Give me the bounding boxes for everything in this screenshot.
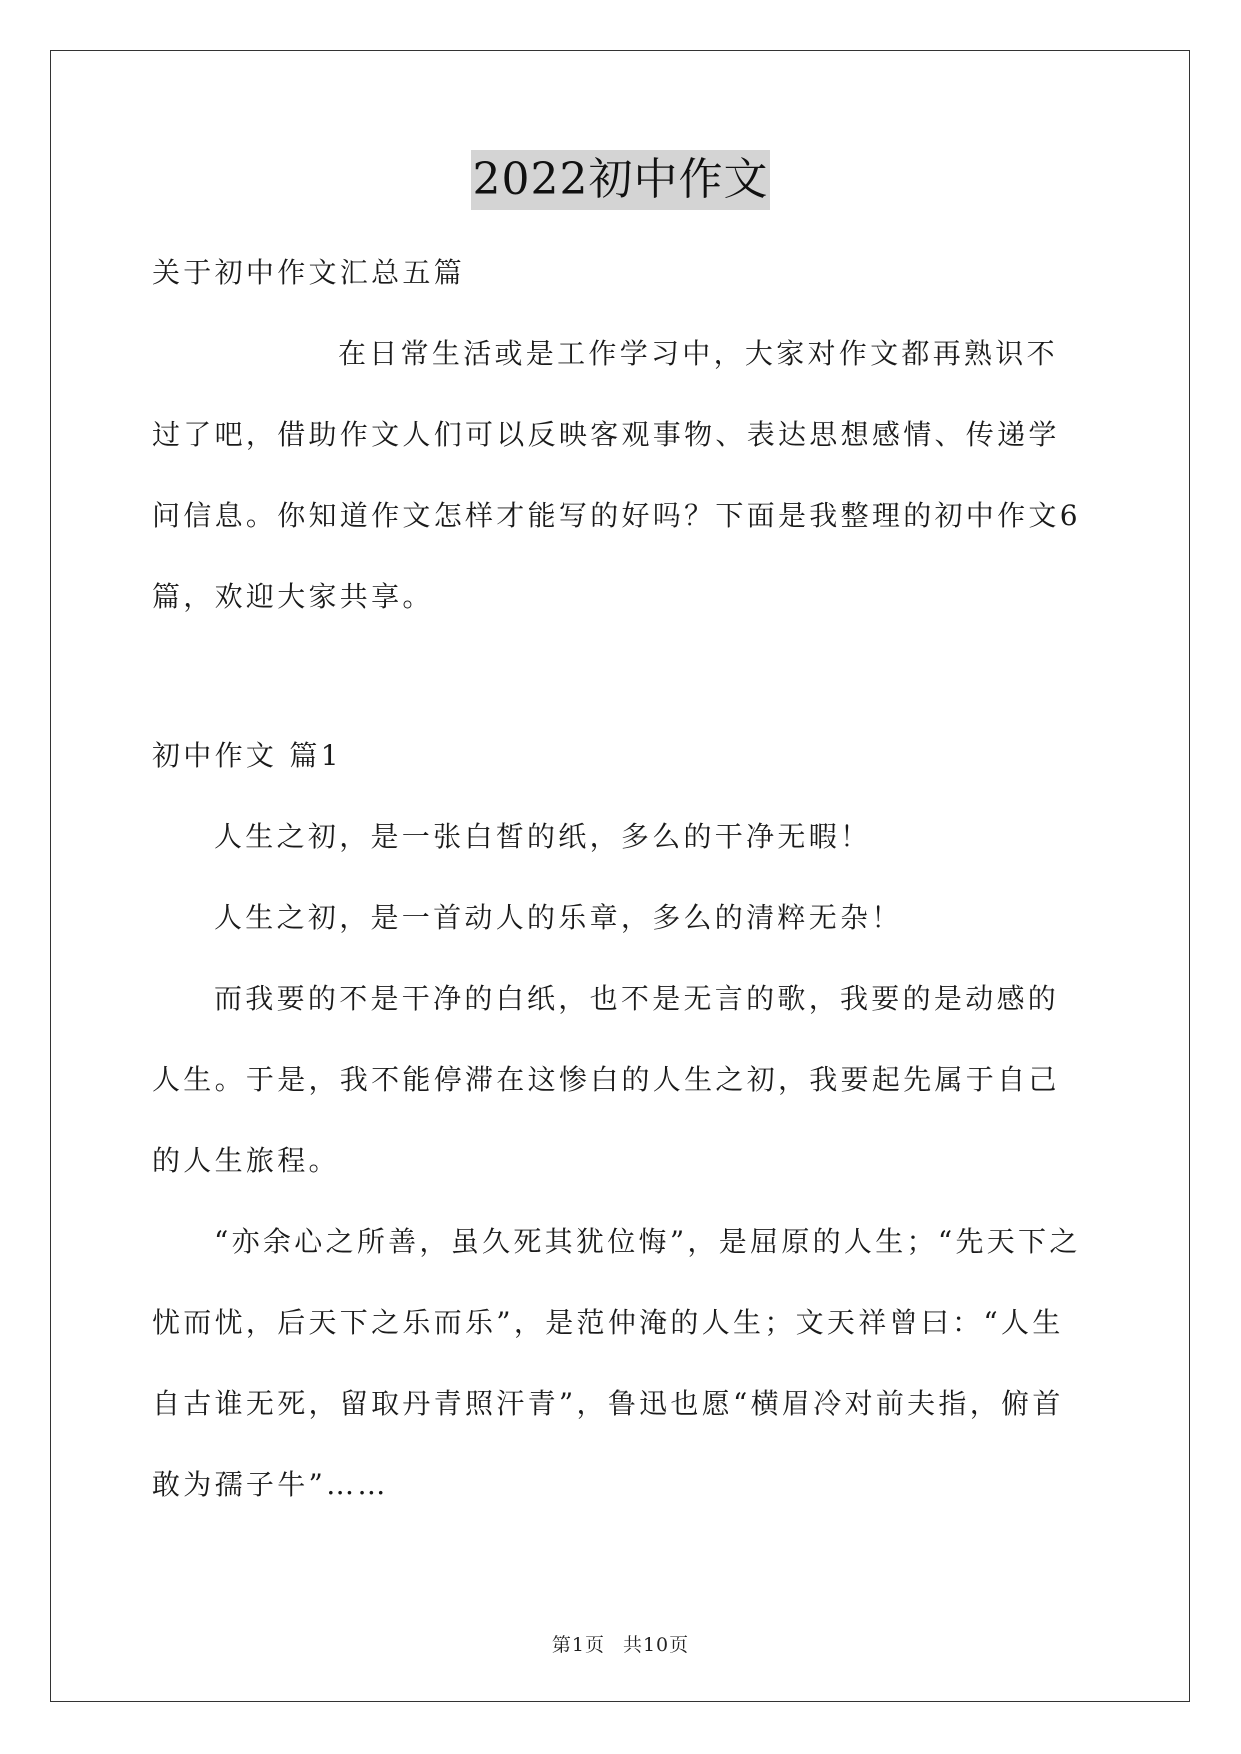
intro-paragraph: 在日常生活或是工作学习中，大家对作文都再熟识不过了吧，借助作文人们可以反映客观事物、表达思想感情、传递学问信息。你知道作文怎样才能写的好吗？下面是我整理的初中作文6篇，欢迎大家共享。 <box>152 337 1081 613</box>
body-paragraph-1: 人生之初，是一张白皙的纸，多么的干净无暇！ <box>214 820 872 853</box>
body-paragraph-2: 人生之初，是一首动人的乐章，多么的清粹无杂！ <box>214 901 903 934</box>
section-spacer <box>152 637 1088 715</box>
body-paragraph-3: 而我要的不是干净的白纸，也不是无言的歌，我要的是动感的人生。于是，我不能停滞在这惨白的人生之初，我要起先属于自己的人生旅程。 <box>152 982 1060 1177</box>
total-pages: 共10页 <box>622 1634 690 1656</box>
page-footer <box>0 1630 1241 1657</box>
body-paragraph-4: “亦余心之所善，虽久死其犹位悔”，是屈原的人生；“先天下之忧而忧，后天下之乐而乐”，是范仲淹的人生；文天祥曾曰：“人生自古谁无死，留取丹青照汗青”，鲁迅也愿“横眉冷对前夫指，俯首敢为孺子牛”…… <box>152 1225 1081 1501</box>
document-title: 2022初中作文 <box>471 150 771 210</box>
section-heading: 初中作文 篇1 <box>152 739 342 772</box>
document-subtitle: 关于初中作文汇总五篇 <box>152 256 466 289</box>
document-body <box>152 232 1088 1525</box>
page-number: 第1页 <box>551 1634 605 1656</box>
title-container <box>0 150 1241 210</box>
